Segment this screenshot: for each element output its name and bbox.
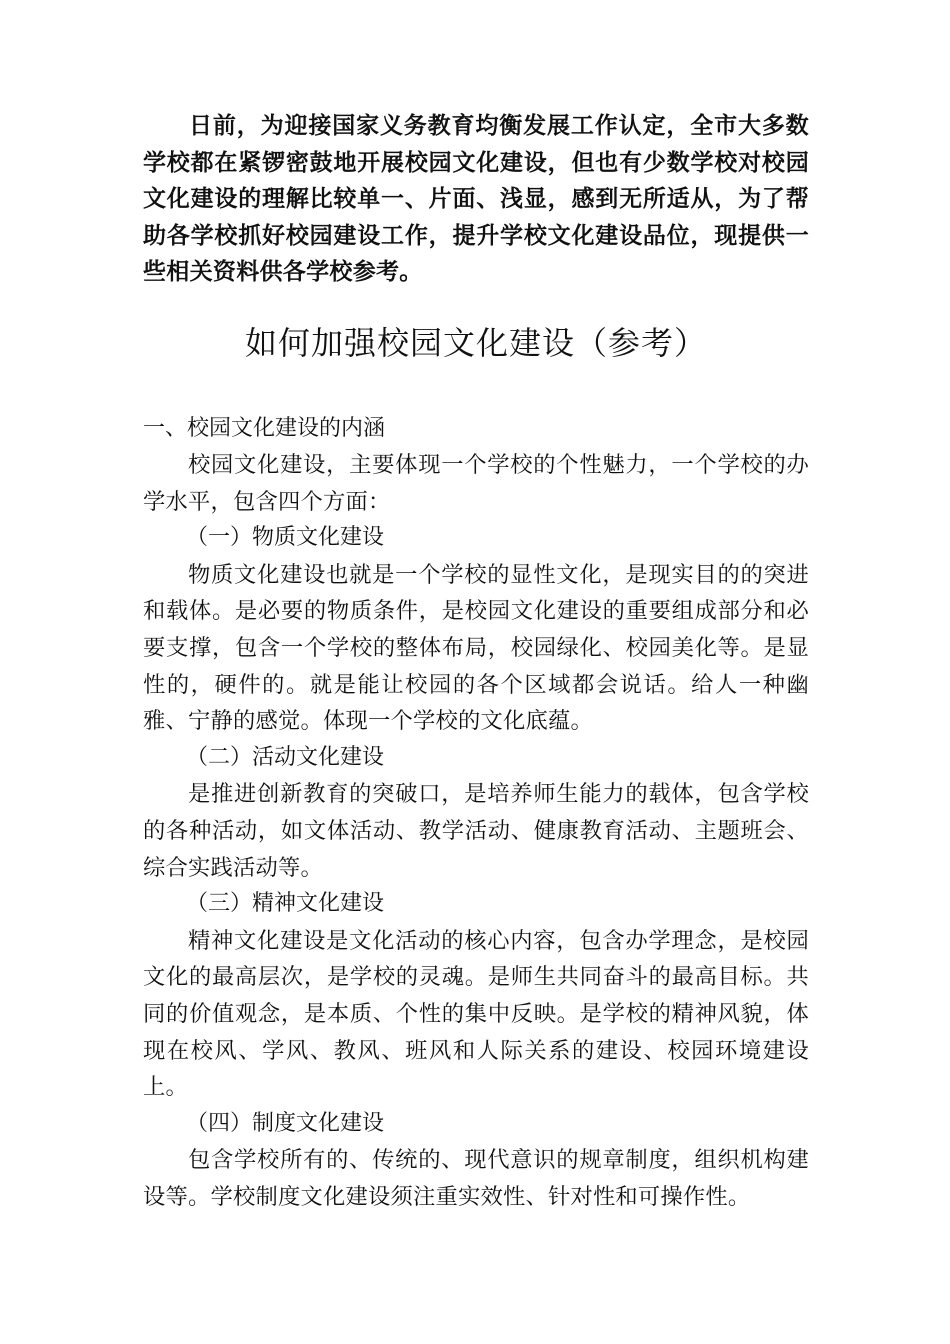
intro-paragraph: 日前，为迎接国家义务教育均衡发展工作认定，全市大多数学校都在紧锣密鼓地开展校园文化建设，但也有少数学校对校园文化建设的理解比较单一、片面、浅显，感到无所适从，为了帮助各学校抓好校园建设工作，提升学校文化建设品位，现提供一些相关资料供各学校参考。 (143, 113, 809, 285)
subsection-heading-spirit: （三）精神文化建设 (186, 891, 385, 917)
subsection-body-activity: 是推进创新教育的突破口，是培养师生能力的载体，包含学校的各种活动，如文体活动、教学活动、健康教育活动、主题班会、综合实践活动等。 (143, 781, 809, 881)
subsection-body-system: 包含学校所有的、传统的、现代意识的规章制度，组织机构建设等。学校制度文化建设须注重实效性、针对性和可操作性。 (143, 1147, 809, 1210)
subsection-heading-material: （一）物质文化建设 (186, 525, 385, 551)
document-page (143, 108, 809, 1215)
document-title: 如何加强校园文化建设（参考） (244, 323, 707, 362)
section-heading: 一、校园文化建设的内涵 (143, 415, 386, 441)
subsection-heading-activity: （二）活动文化建设 (186, 744, 385, 770)
subsection-heading-system: （四）制度文化建设 (186, 1110, 385, 1136)
subsection-body-material: 物质文化建设也就是一个学校的显性文化，是现实目的的突进和载体。是必要的物质条件，是校园文化建设的重要组成部分和必要支撑，包含一个学校的整体布局，校园绿化、校园美化等。是显性的，硬件的。就是能让校园的各个区域都会说话。给人一种幽雅、宁静的感觉。体现一个学校的文化底蕴。 (143, 561, 809, 735)
subsection-body-spirit: 精神文化建设是文化活动的核心内容，包含办学理念，是校园文化的最高层次，是学校的灵魂。是师生共同奋斗的最高目标。共同的价值观念，是本质、个性的集中反映。是学校的精神风貌，体现在校风、学风、教风、班风和人际关系的建设、校园环境建设上。 (143, 927, 809, 1101)
section-overview: 校园文化建设，主要体现一个学校的个性魅力，一个学校的办学水平，包含四个方面： (143, 452, 809, 515)
